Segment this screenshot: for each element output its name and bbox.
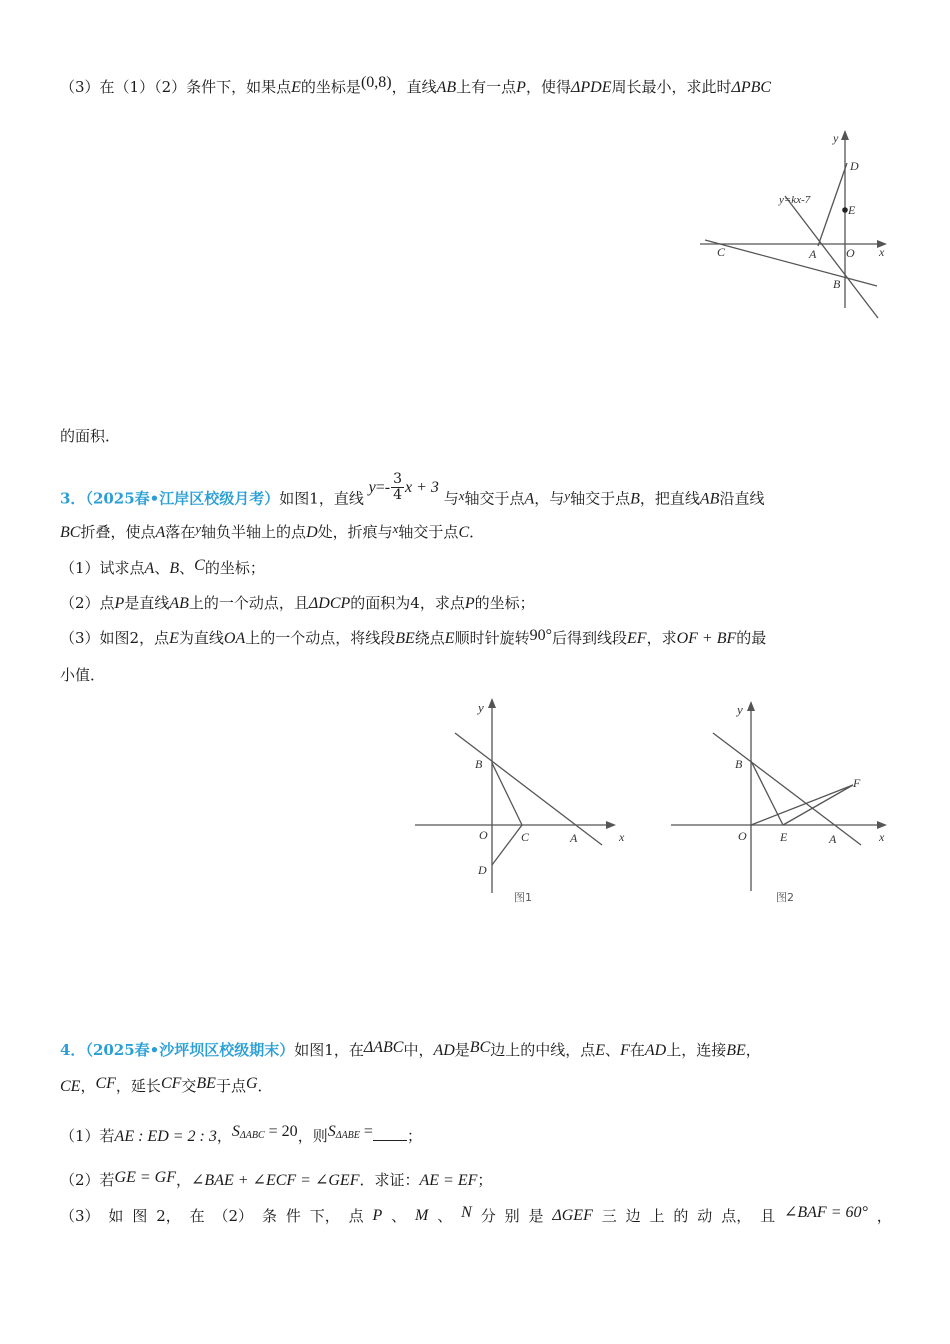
math-value: = 20 [264, 1123, 298, 1140]
math-C: C [194, 557, 205, 574]
axis-x-label: x [879, 245, 885, 259]
math-token: P [372, 1207, 383, 1224]
text: 的面积． [60, 427, 121, 445]
text: ，延长 [115, 1077, 161, 1095]
line-label: y=kx-7 [779, 194, 811, 206]
point-E-label: E [780, 830, 788, 844]
text-token: 下， [309, 1207, 340, 1225]
point-D-label: D [850, 159, 859, 173]
math-subscript: ΔABE [335, 1130, 360, 1141]
text-token: 2， [156, 1207, 181, 1225]
math-G: G [245, 1075, 258, 1092]
math-rest: x + 3 [405, 478, 439, 496]
text-token: 三 [601, 1207, 617, 1225]
math-AD: AD [433, 1042, 455, 1059]
math-E: E [291, 79, 301, 96]
text: 如图1，在 [294, 1041, 364, 1059]
math-CF: CF [160, 1075, 182, 1092]
equation [368, 471, 439, 503]
math-CF: CF [95, 1075, 116, 1092]
point-D-label: D [478, 863, 487, 877]
math-triangle-ABC: ΔABC [363, 1039, 404, 1056]
text: ，把直线 [639, 489, 700, 508]
text: ， [80, 1077, 96, 1095]
text: ． [257, 1077, 273, 1095]
text: ， [216, 1127, 232, 1145]
math-A: A [524, 490, 535, 508]
text: ； [477, 1171, 493, 1189]
q4-part1 [60, 1125, 892, 1150]
text-token: （3） [60, 1207, 100, 1225]
math-E: E [169, 630, 179, 647]
text: 上有一点 [456, 78, 517, 96]
text: 、 [154, 559, 170, 577]
math-ratio: AE : ED = 2 : 3 [114, 1128, 217, 1145]
math-token: ΔGEF [552, 1207, 593, 1224]
axis-y-label: y [833, 131, 839, 145]
text: 为直线 [178, 629, 224, 647]
text: 上的一个动点，将线段 [245, 629, 396, 647]
text: 的坐标； [204, 559, 265, 577]
text: ，与 [534, 489, 565, 508]
question-source: （2025春•江岸区校级月考） [85, 489, 280, 508]
math-OA: OA [223, 630, 246, 647]
text: ． [469, 523, 485, 541]
math-BE: BE [395, 630, 415, 647]
math-AB: AB [169, 595, 189, 612]
math-degrees: 90° [529, 627, 552, 644]
text-token: 分 [480, 1207, 496, 1225]
text: ．求证： [359, 1171, 420, 1189]
text: 中， [403, 1041, 434, 1059]
math-op: =- [375, 478, 391, 496]
math-x: x [458, 487, 465, 503]
math-triangle-PBC: ΔPBC [731, 79, 772, 96]
text: ，则 [297, 1127, 328, 1145]
q4-line1 [60, 1039, 892, 1062]
text: 的最 [736, 629, 767, 647]
text: （3）在（1）（2）条件下，如果点 [60, 78, 292, 96]
math-BC: BC [469, 1039, 491, 1056]
text: （2）若 [60, 1171, 115, 1189]
text-token: 条 [261, 1207, 277, 1225]
q3-line2 [60, 521, 892, 544]
origin-label: O [479, 828, 488, 842]
text: 顺时针旋转 [454, 629, 530, 647]
math-coordinate: (0,8) [360, 74, 392, 91]
text: 后得到线段 [552, 629, 628, 647]
math-equation: ∠BAE + ∠ECF = ∠GEF [191, 1172, 360, 1189]
text: 交 [181, 1077, 197, 1095]
math-token: ∠BAF = 60° [783, 1204, 868, 1221]
q3-line1 [60, 471, 892, 515]
math-BE: BE [726, 1042, 746, 1059]
point-B-label: B [475, 757, 483, 771]
text-token: 边 [625, 1207, 641, 1225]
math-equals: = [359, 1123, 373, 1140]
q3-figure-2 [665, 695, 895, 910]
text: 于点 [215, 1077, 246, 1095]
math-subscript: ΔABC [239, 1130, 265, 1141]
text: ， [745, 1041, 761, 1059]
math-x: x [392, 521, 399, 536]
math-triangle-DCP: ΔDCP [308, 595, 351, 612]
text: 在 [629, 1041, 645, 1059]
text: 如图1，直线 [279, 489, 364, 508]
q2-figure [695, 128, 895, 328]
text: ，使得 [525, 78, 571, 96]
math-expression: OF + BF [676, 630, 737, 647]
text: 的坐标； [474, 594, 535, 612]
axis-y-label: y [478, 700, 484, 715]
text: 边上的中线，点 [490, 1041, 596, 1059]
text: 轴交于点 [570, 489, 631, 508]
text-token: 图 [132, 1207, 148, 1225]
point-B-label: B [833, 277, 841, 291]
q4-part3 [60, 1205, 892, 1227]
math-B: B [630, 490, 640, 508]
text: 与 [443, 489, 459, 508]
text: 沿直线 [719, 489, 765, 508]
text: 上的一个动点，且 [188, 594, 309, 612]
q2-part3-line1 [60, 76, 892, 99]
question-number: 3． [60, 489, 86, 508]
math-P: P [114, 595, 125, 612]
math-A: A [155, 524, 166, 541]
text: 处，折痕与 [317, 523, 393, 541]
q3-part3-line2 [60, 664, 892, 686]
origin-label: O [738, 829, 747, 843]
point-A-label: A [809, 247, 817, 261]
text: 落在 [165, 523, 196, 541]
math-AD: AD [644, 1042, 667, 1059]
math-B: B [169, 560, 180, 577]
text-token: 是 [528, 1207, 544, 1225]
q3-figure-1 [410, 695, 640, 910]
axis-y-label: y [737, 702, 743, 717]
text: 是直线 [124, 594, 170, 612]
origin-label: O [846, 246, 855, 260]
text-token: 动 [697, 1207, 713, 1225]
answer-blank [373, 1126, 407, 1141]
math-y: y [564, 487, 571, 503]
text: 轴交于点 [464, 489, 525, 508]
text: ，直线 [391, 78, 437, 96]
text-token: （2） [213, 1207, 254, 1225]
text-token: 点， [721, 1207, 752, 1225]
text: （1）试求点 [60, 559, 145, 577]
axis-x-label: x [619, 830, 625, 844]
text: 、 [605, 1041, 621, 1059]
text: 周长最小，求此时 [611, 78, 732, 96]
text: 的面积为4，求点 [350, 594, 465, 612]
math-F: F [620, 1042, 630, 1059]
math-BE: BE [196, 1075, 216, 1092]
text: 小值． [60, 666, 106, 684]
text: 是 [454, 1041, 470, 1059]
math-S: S [231, 1123, 240, 1140]
math-EF: EF [627, 630, 647, 647]
fraction-numerator: 3 [393, 471, 402, 487]
text-token: 且 [760, 1207, 776, 1225]
point-C-label: C [521, 830, 530, 844]
point-A-label: A [570, 831, 578, 845]
math-equation: GE = GF [114, 1169, 176, 1186]
text-token: 在 [189, 1207, 205, 1225]
math-S: S [327, 1123, 336, 1140]
text: ， [176, 1171, 192, 1189]
math-token: N [461, 1204, 472, 1221]
math-triangle-PDE: ΔPDE [570, 79, 612, 96]
question-source: （2025春•沙坪坝区校级期末） [85, 1041, 295, 1059]
point-A-label: A [829, 832, 837, 846]
text-token: 如 [108, 1207, 124, 1225]
math-CE: CE [60, 1078, 81, 1095]
fraction [391, 472, 404, 503]
q4-part2 [60, 1169, 892, 1192]
figure-caption: 图1 [514, 891, 532, 904]
text: ； [406, 1127, 422, 1145]
text-token: ， [876, 1207, 892, 1225]
text: 绕点 [414, 629, 445, 647]
q2-part3-line2 [60, 425, 892, 447]
text: 上，连接 [666, 1041, 727, 1059]
text: （1）若 [60, 1127, 115, 1145]
text-token: 件 [285, 1207, 301, 1225]
text-token: 上 [649, 1207, 665, 1225]
q3-part2 [60, 592, 892, 615]
math-E: E [595, 1042, 606, 1059]
text: 轴负半轴上的点 [201, 523, 307, 541]
fraction-denominator: 4 [393, 487, 402, 503]
q4-line2 [60, 1075, 892, 1098]
text: （2）点 [60, 594, 115, 612]
point-C-label: C [717, 245, 726, 259]
math-A: A [144, 560, 155, 577]
math-P: P [516, 79, 526, 96]
text-token: 的 [673, 1207, 689, 1225]
figure-caption: 图2 [776, 891, 794, 904]
text: ，求 [646, 629, 677, 647]
q3-part3-line1 [60, 627, 892, 650]
text-token: 别 [504, 1207, 520, 1225]
math-y: y [368, 478, 376, 496]
axis-x-label: x [879, 830, 885, 844]
math-AB: AB [699, 490, 720, 508]
math-E: E [444, 630, 455, 647]
math-y: y [195, 521, 202, 536]
text: （3）如图2，点 [60, 629, 170, 647]
math-BC: BC [60, 524, 81, 541]
text-token: 、 [391, 1207, 407, 1225]
math-AB: AB [436, 79, 457, 96]
q3-part1 [60, 557, 892, 580]
text: 轴交于点 [398, 523, 459, 541]
text: 折叠，使点 [80, 523, 156, 541]
text-token: 、 [437, 1207, 453, 1225]
math-token: M [415, 1207, 429, 1224]
math-equation: AE = EF [419, 1172, 478, 1189]
text: 、 [179, 559, 195, 577]
point-B-label: B [735, 757, 743, 771]
question-number: 4． [60, 1041, 86, 1059]
point-E-label: E [848, 203, 856, 217]
point-F-label: F [853, 776, 861, 790]
math-P: P [464, 595, 475, 612]
text-token: 点 [348, 1207, 364, 1225]
math-D: D [306, 524, 318, 541]
text: 的坐标是 [300, 78, 361, 96]
math-C: C [458, 524, 470, 541]
